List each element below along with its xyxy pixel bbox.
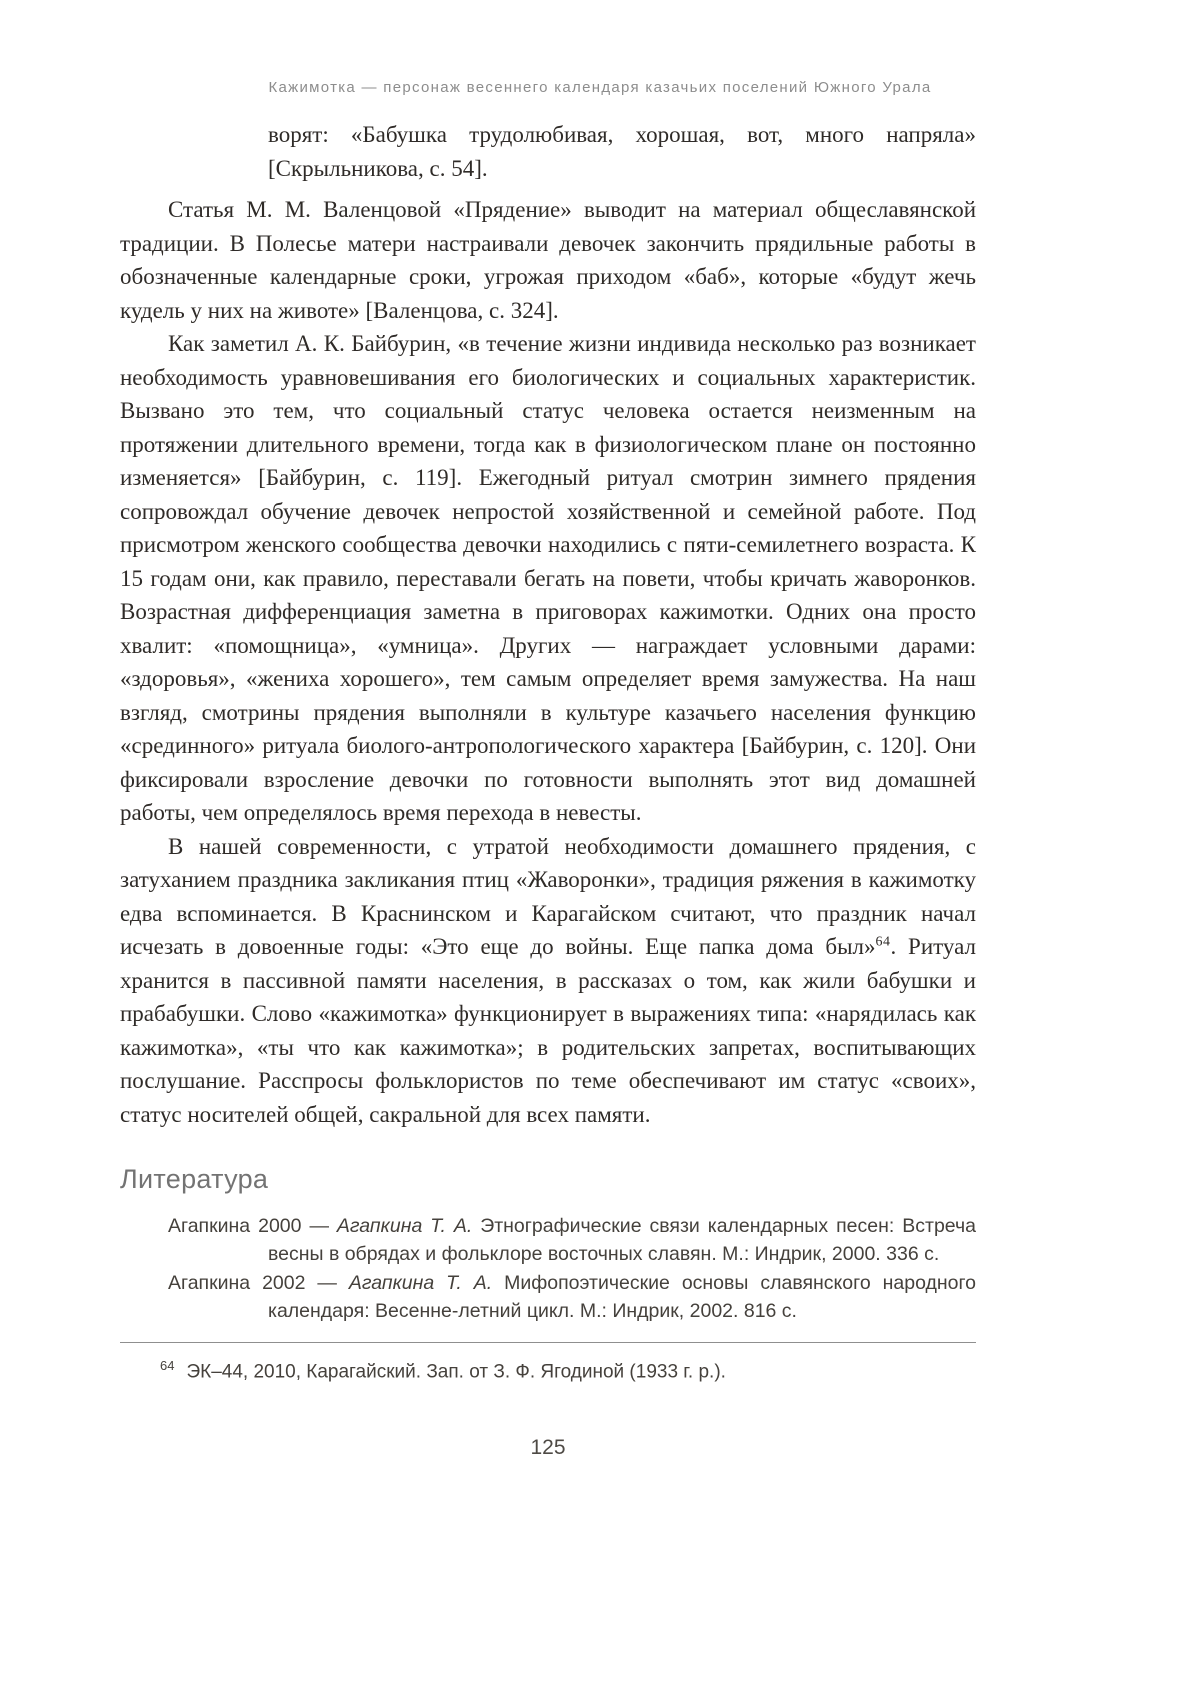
bibliography-entry xyxy=(168,1212,976,1269)
footnote-divider xyxy=(120,1342,976,1343)
bib-entry-author: Агапкина Т. А. xyxy=(336,1214,473,1237)
footnote-block xyxy=(120,1342,976,1385)
bib-entry-author: Агапкина Т. А. xyxy=(348,1271,493,1294)
footnote xyxy=(160,1353,976,1385)
bib-entry-key: Агапкина 2002 — xyxy=(168,1271,349,1294)
paragraph-text-before-note: В нашей современности, с утратой необходимости домашнего прядения, с затуханием праздника закликания птиц «Жаворонки», традиция ряжения в кажимотку едва вспоминается. В Краснинском и Карагайском считают, что праздник начал исчезать в довоенные годы: «Это еще до войны. Еще папка дома был» xyxy=(120,833,976,959)
footnote-reference-marker: 64 xyxy=(875,934,891,950)
page-number: 125 xyxy=(530,1435,566,1459)
body-paragraph-2: Как заметил А. К. Байбурин, «в течение жизни индивида несколько раз возникает необходимость уравновешивания его биологических и социальных характеристик. Вызвано это тем, что социальный статус человека остается неизменным на протяжении длительного времени, тогда как в физиологическом плане он постоянно изменяется» [Байбурин, с. 119]. Ежегодный ритуал смотрин зимнего прядения сопровождал обучение девочек непростой хозяйственной и семейной работе. Под присмотром женского сообщества девочки находились с пяти-семилетнего возраста. К 15 годам они, как правило, переставали бегать на повети, чтобы кричать жаворонков. Возрастная дифференциация заметна в приговорах кажимотки. Одних она просто хвалит: «помощница», «умница». Других — награждает условными дарами: «здоровья», «жениха хорошего», тем самым определяет время замужества. На наш взгляд, смотрины прядения выполняли в культуре казачьего населения функцию «срединного» ритуала биолого-антропологического характера [Байбурин, с. 120]. Они фиксировали взросление девочки по готовности выполнять этот вид домашней работы, чем определялось время перехода в невесты. xyxy=(120,331,976,825)
footnote-text: ЭК–44, 2010, Карагайский. Зап. от З. Ф. Ягодиной (1933 г. р.). xyxy=(186,1360,726,1382)
bibliography-entry xyxy=(168,1269,976,1326)
bib-entry-text: Этнографические связи календарных песен: Встреча весны в обрядах и фольклоре восточных славян. М.: Индрик, 2000. 336 с. xyxy=(268,1214,976,1265)
page-text-column xyxy=(120,118,976,1464)
bib-entry-key: Агапкина 2000 — xyxy=(168,1214,337,1237)
paragraph-text-after-note: . Ритуал хранится в пассивной памяти населения, в рассказах о том, как жили бабушки и прабабушки. Слово «кажимотка» функционирует в выражениях типа: «нарядилась как кажимотка», «ты что как кажимотка»; в родительских запретах, воспитывающих послушание. Расспросы фольклористов по теме обеспечивают им статус «своих», статус носителей общей, сакральной для всех памяти. xyxy=(120,934,976,1127)
quote-continuation-paragraph: ворят: «Бабушка трудолюбивая, хорошая, вот, много напряла» [Скрыльникова, с. 54]. xyxy=(268,122,976,181)
running-header: Кажимотка — персонаж весеннего календаря казачьих поселений Южного Урала xyxy=(268,79,932,96)
literature-heading: Литература xyxy=(120,1164,269,1194)
footnote-marker: 64 xyxy=(160,1357,175,1373)
bib-entry-text: Мифопоэтические основы славянского народного календаря: Весенне-летний цикл. М.: Индрик, 2002. 816 с. xyxy=(268,1271,977,1322)
body-paragraph-1: Статья М. М. Валенцовой «Прядение» выводит на материал общеславянской традиции. В Полесье матери настраивали девочек закончить прядильные работы в обозначенные календарные сроки, угрожая приходом «баб», которые «будут жечь кудель у них на животе» [Валенцова, с. 324]. xyxy=(120,197,976,323)
body-paragraph-3 xyxy=(120,830,976,1132)
literature-section xyxy=(120,1163,976,1326)
